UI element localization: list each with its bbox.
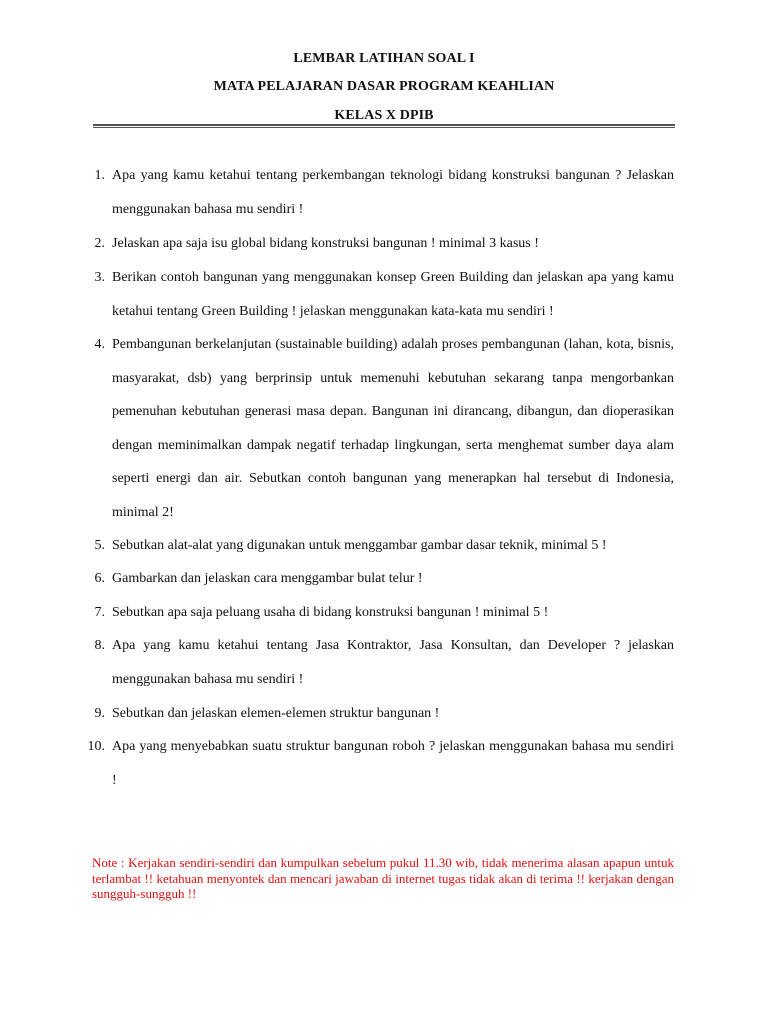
question-number: 4. — [94, 337, 105, 352]
question-number: 2. — [94, 236, 105, 251]
question-number: 10. — [87, 739, 105, 754]
question-text: Gambarkan dan jelaskan cara menggambar bulat telur ! — [112, 571, 423, 586]
question-text: Sebutkan apa saja peluang usaha di bidang konstruksi bangunan ! minimal 5 ! — [112, 605, 549, 620]
question-number: 7. — [94, 605, 105, 620]
question-number: 3. — [94, 270, 105, 285]
question-text: Sebutkan alat-alat yang digunakan untuk menggambar gambar dasar teknik, minimal 5 ! — [112, 538, 607, 553]
note-text: Note : Kerjakan sendiri-sendiri dan kumpulkan sebelum pukul 11.30 wib, tidak menerima alasan apapun untuk terlambat !! ketahuan menyontek dan mencari jawaban di internet tugas tidak akan di terima !! kerjakan dengan sungguh-sungguh !! — [92, 855, 674, 901]
subject-heading: MATA PELAJARAN DASAR PROGRAM KEAHLIAN — [213, 79, 555, 94]
question-text: Apa yang kamu ketahui tentang perkembangan teknologi bidang konstruksi bangunan ? Jelaskan menggunakan bahasa mu sendiri ! — [112, 168, 674, 217]
worksheet-title: LEMBAR LATIHAN SOAL I — [293, 51, 475, 66]
question-number: 5. — [94, 538, 105, 553]
question-text: Apa yang kamu ketahui tentang Jasa Kontraktor, Jasa Konsultan, dan Developer ? jelaskan menggunakan bahasa mu sendiri ! — [112, 638, 674, 687]
class-heading: KELAS X DPIB — [334, 108, 434, 123]
question-text: Jelaskan apa saja isu global bidang konstruksi bangunan ! minimal 3 kasus ! — [112, 236, 539, 251]
question-text: Sebutkan dan jelaskan elemen-elemen struktur bangunan ! — [112, 706, 440, 721]
question-number: 6. — [94, 571, 105, 586]
question-number: 8. — [94, 638, 105, 653]
header-divider — [93, 124, 675, 128]
question-text: Apa yang menyebabkan suatu struktur bangunan roboh ? jelaskan menggunakan bahasa mu sendiri ! — [112, 739, 674, 788]
question-number: 9. — [94, 706, 105, 721]
question-text: Berikan contoh bangunan yang menggunakan konsep Green Building dan jelaskan apa yang kamu ketahui tentang Green Building ! jelaskan menggunakan kata-kata mu sendiri ! — [112, 270, 674, 319]
question-number: 1. — [94, 168, 105, 183]
question-text: Pembangunan berkelanjutan (sustainable building) adalah proses pembangunan (lahan, kota, bisnis, masyarakat, dsb) yang berprinsip untuk memenuhi kebutuhan sekarang tanpa mengorbankan pemenuhan kebutuhan generasi masa depan. Bangunan ini dirancang, dibangun, dan dioperasikan dengan meminimalkan dampak negatif terhadap lingkungan, serta menghemat sumber daya alam seperti energi dan air. Sebutkan contoh bangunan yang menerapkan hal tersebut di Indonesia, minimal 2! — [112, 337, 674, 520]
